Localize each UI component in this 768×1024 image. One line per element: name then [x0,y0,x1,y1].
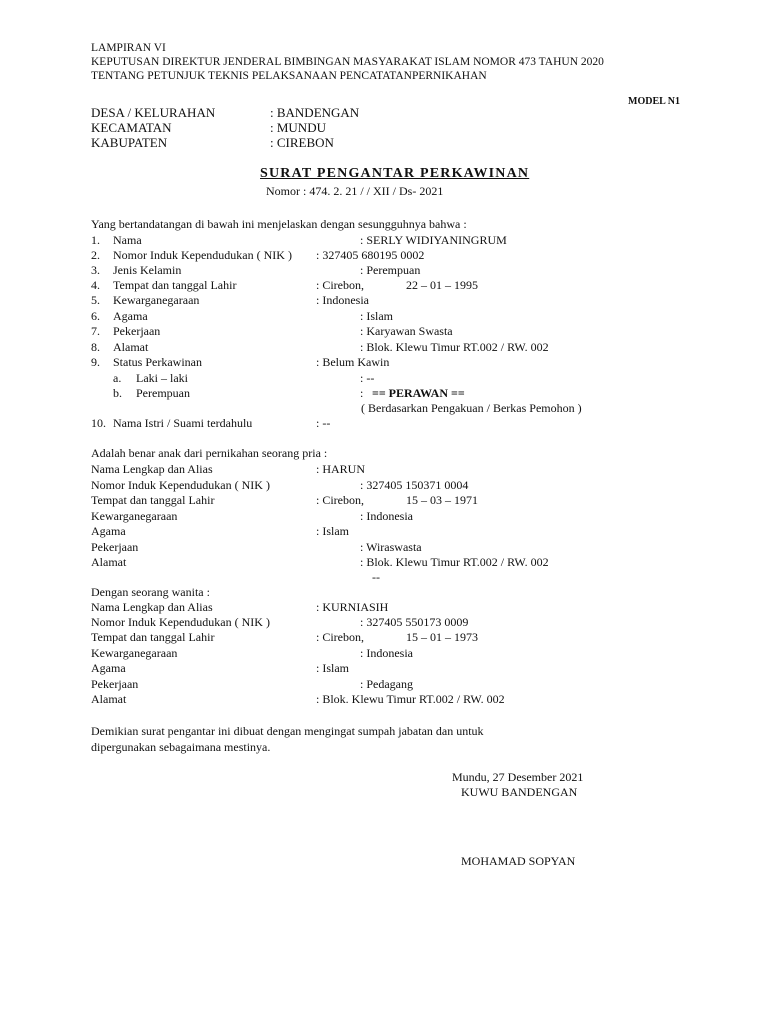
desa-label: DESA / KELURAHAN [91,105,216,120]
female-value: == PERAWAN == [372,386,465,400]
father-address-label: Alamat [91,555,127,569]
male-label: Laki – laki [136,371,188,385]
subject-birth-date: 22 – 01 – 1995 [406,278,478,292]
father-religion-value: : Islam [316,524,349,538]
signatory-name: MOHAMAD SOPYAN [461,854,576,868]
mother-intro: Dengan seorang wanita : [91,585,210,599]
row-number: 10. [91,416,106,430]
female-label: Perempuan [136,386,190,400]
father-religion-label: Agama [91,524,126,538]
father-intro: Adalah benar anak dari pernikahan seorang pria : [91,446,328,460]
mother-birth-label: Tempat dan tanggal Lahir [91,630,215,644]
row-number: 6. [91,309,100,323]
father-nik-label: Nomor Induk Kependudukan ( NIK ) [91,478,270,492]
father-citizenship-label: Kewarganegaraan [91,509,178,523]
mother-occupation-value: : Pedagang [360,677,413,691]
mother-nik-label: Nomor Induk Kependudukan ( NIK ) [91,615,270,629]
previous-spouse-value: : -- [316,416,331,430]
kabupaten-label: KABUPATEN [91,135,168,150]
closing-line-1: Demikian surat pengantar ini dibuat dengan mengingat sumpah jabatan dan untuk [91,724,484,738]
subject-address-label: Alamat [113,340,149,354]
mother-address-value: : Blok. Klewu Timur RT.002 / RW. 002 [316,692,505,706]
header-line-3: TENTANG PETUNJUK TEKNIS PELAKSANAAN PENCATATANPERNIKAHAN [91,70,487,82]
row-number: 2. [91,248,100,262]
father-extra: -- [372,570,380,584]
father-address-value: : Blok. Klewu Timur RT.002 / RW. 002 [360,555,549,569]
father-occupation-value: : Wiraswasta [360,540,422,554]
mother-citizenship-value: : Indonesia [360,646,413,660]
mother-name-value: : KURNIASIH [316,600,389,614]
mother-religion-label: Agama [91,661,126,675]
mother-name-label: Nama Lengkap dan Alias [91,600,213,614]
mother-birth-date: 15 – 01 – 1973 [406,630,478,644]
row-number: 4. [91,278,100,292]
intro-text: Yang bertandatangan di bawah ini menjelaskan dengan sesungguhnya bahwa : [91,217,467,231]
subject-name-label: Nama [113,233,142,247]
previous-spouse-label: Nama Istri / Suami terdahulu [113,416,253,430]
mother-occupation-label: Pekerjaan [91,677,139,691]
sub-item-marker: a. [113,371,122,385]
subject-name-value: : SERLY WIDIYANINGRUM [360,233,507,247]
kabupaten-value: : CIREBON [270,135,334,150]
mother-citizenship-label: Kewarganegaraan [91,646,178,660]
model-label: MODEL N1 [628,96,680,107]
subject-gender-label: Jenis Kelamin [113,263,182,277]
subject-religion-value: : Islam [360,309,393,323]
father-name-value: : HARUN [316,462,366,476]
subject-citizenship-label: Kewarganegaraan [113,293,200,307]
sub-item-marker: b. [113,386,122,400]
mother-religion-value: : Islam [316,661,349,675]
row-number: 3. [91,263,100,277]
mother-birth-place: : Cirebon, [316,630,364,644]
subject-occupation-value: : Karyawan Swasta [360,324,453,338]
father-citizenship-value: : Indonesia [360,509,413,523]
row-number: 5. [91,293,100,307]
father-birth-date: 15 – 03 – 1971 [406,493,478,507]
subject-citizenship-value: : Indonesia [316,293,369,307]
subject-gender-value: : Perempuan [360,263,421,277]
father-occupation-label: Pekerjaan [91,540,139,554]
mother-nik-value: : 327405 550173 0009 [360,615,469,629]
subject-nik-label: Nomor Induk Kependudukan ( NIK ) [113,248,292,262]
subject-religion-label: Agama [113,309,148,323]
father-birth-label: Tempat dan tanggal Lahir [91,493,215,507]
kecamatan-label: KECAMATAN [91,120,172,135]
document-title: SURAT PENGANTAR PERKAWINAN [260,166,530,181]
subject-birth-label: Tempat dan tanggal Lahir [113,278,237,292]
header-line-2: KEPUTUSAN DIREKTUR JENDERAL BIMBINGAN MASYARAKAT ISLAM NOMOR 473 TAHUN 2020 [91,56,604,68]
subject-marital-value: : Belum Kawin [316,355,390,369]
female-colon: : [360,386,364,400]
subject-nik-value: : 327405 680195 0002 [316,248,425,262]
document-number: Nomor : 474. 2. 21 / / XII / Ds- 2021 [266,184,444,198]
subject-marital-label: Status Perkawinan [113,355,202,369]
father-birth-place: : Cirebon, [316,493,364,507]
signature-place-date: Mundu, 27 Desember 2021 [452,770,584,784]
row-number: 1. [91,233,100,247]
subject-address-value: : Blok. Klewu Timur RT.002 / RW. 002 [360,340,549,354]
mother-address-label: Alamat [91,692,127,706]
desa-value: : BANDENGAN [270,105,360,120]
subject-birth-place: : Cirebon, [316,278,364,292]
signature-position: KUWU BANDENGAN [461,785,578,799]
header-line-1: LAMPIRAN VI [91,42,166,54]
closing-line-2: dipergunakan sebagaimana mestinya. [91,740,271,754]
row-number: 9. [91,355,100,369]
row-number: 7. [91,324,100,338]
kecamatan-value: : MUNDU [270,120,326,135]
subject-occupation-label: Pekerjaan [113,324,161,338]
father-name-label: Nama Lengkap dan Alias [91,462,213,476]
father-nik-value: : 327405 150371 0004 [360,478,469,492]
basis-note: ( Berdasarkan Pengakuan / Berkas Pemohon ) [361,401,582,415]
row-number: 8. [91,340,100,354]
male-value: : -- [360,371,375,385]
